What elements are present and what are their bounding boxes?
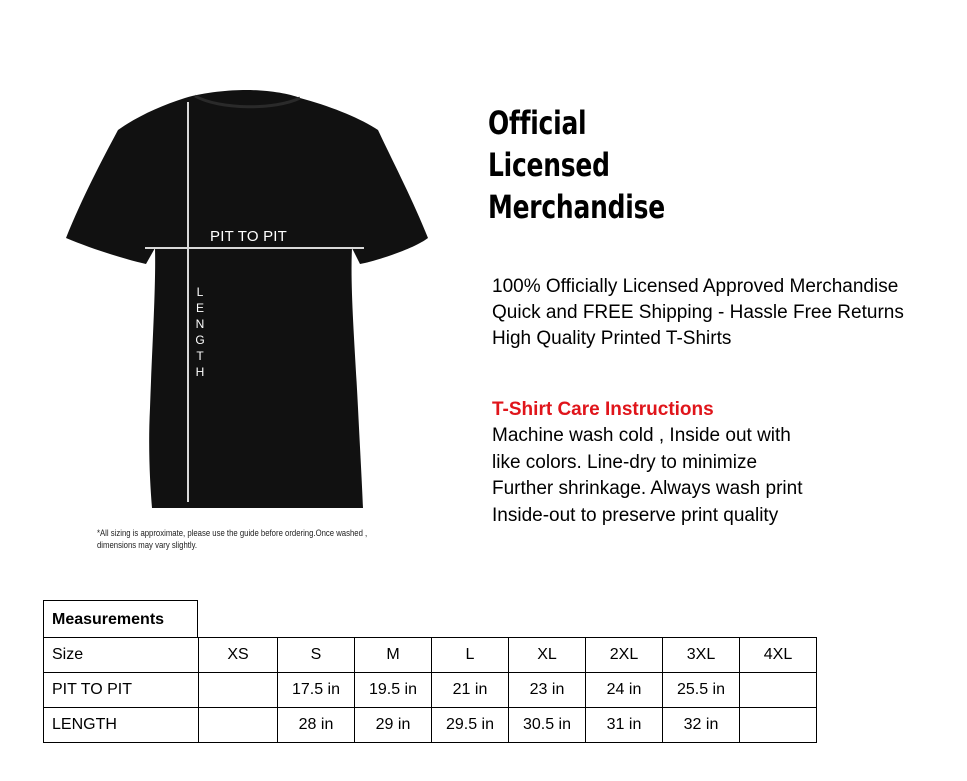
table-cell xyxy=(740,708,817,743)
feature-item: Quick and FREE Shipping - Hassle Free Returns xyxy=(492,302,904,323)
table-cell: XL xyxy=(509,638,586,673)
table-cell: 25.5 in xyxy=(663,673,740,708)
table-cell: 30.5 in xyxy=(509,708,586,743)
care-instructions xyxy=(492,423,802,529)
table-cell: 2XL xyxy=(586,638,663,673)
table-cell: XS xyxy=(199,638,278,673)
care-heading: T-Shirt Care Instructions xyxy=(492,399,714,420)
table-cell xyxy=(199,708,278,743)
table-cell: S xyxy=(278,638,355,673)
care-line: Inside-out to preserve print quality xyxy=(492,504,779,526)
title-line: Merchandise xyxy=(488,188,665,226)
feature-item: High Quality Printed T-Shirts xyxy=(492,328,732,349)
size-guide-diagram xyxy=(60,88,440,513)
measurements-title: Measurements xyxy=(43,600,198,638)
table-cell xyxy=(740,673,817,708)
tshirt-shape xyxy=(66,90,428,508)
measurements-table xyxy=(43,637,817,743)
table-cell: M xyxy=(355,638,432,673)
table-cell: 21 in xyxy=(432,673,509,708)
table-row xyxy=(44,708,817,743)
length-label: LENGTH xyxy=(195,285,205,379)
table-header-row xyxy=(44,638,817,673)
table-cell: 32 in xyxy=(663,708,740,743)
table-cell: PIT TO PIT xyxy=(44,673,199,708)
table-cell: 17.5 in xyxy=(278,673,355,708)
table-cell: 28 in xyxy=(278,708,355,743)
table-cell: L xyxy=(432,638,509,673)
title-line: Licensed xyxy=(488,146,610,184)
table-cell: LENGTH xyxy=(44,708,199,743)
table-cell: 29 in xyxy=(355,708,432,743)
title-line: Official xyxy=(488,104,587,142)
table-cell: 31 in xyxy=(586,708,663,743)
feature-list xyxy=(492,274,904,352)
page-title xyxy=(488,102,691,228)
table-cell: 23 in xyxy=(509,673,586,708)
care-line: Further shrinkage. Always wash print xyxy=(492,478,803,499)
tshirt-illustration xyxy=(60,88,440,513)
sizing-disclaimer: *All sizing is approximate, please use the guide before ordering.Once washed , dimensions may vary slightly. xyxy=(97,528,368,550)
table-cell: 4XL xyxy=(740,638,817,673)
table-cell: Size xyxy=(44,638,199,673)
table-cell: 24 in xyxy=(586,673,663,708)
care-line: Machine wash cold , Inside out with xyxy=(492,425,791,446)
table-cell: 19.5 in xyxy=(355,673,432,708)
pit-to-pit-label: PIT TO PIT xyxy=(210,228,288,245)
table-cell xyxy=(199,673,278,708)
table-cell: 29.5 in xyxy=(432,708,509,743)
feature-item: 100% Officially Licensed Approved Merchandise xyxy=(492,276,899,297)
table-row xyxy=(44,673,817,708)
care-line: like colors. Line-dry to minimize xyxy=(492,451,758,473)
table-cell: 3XL xyxy=(663,638,740,673)
